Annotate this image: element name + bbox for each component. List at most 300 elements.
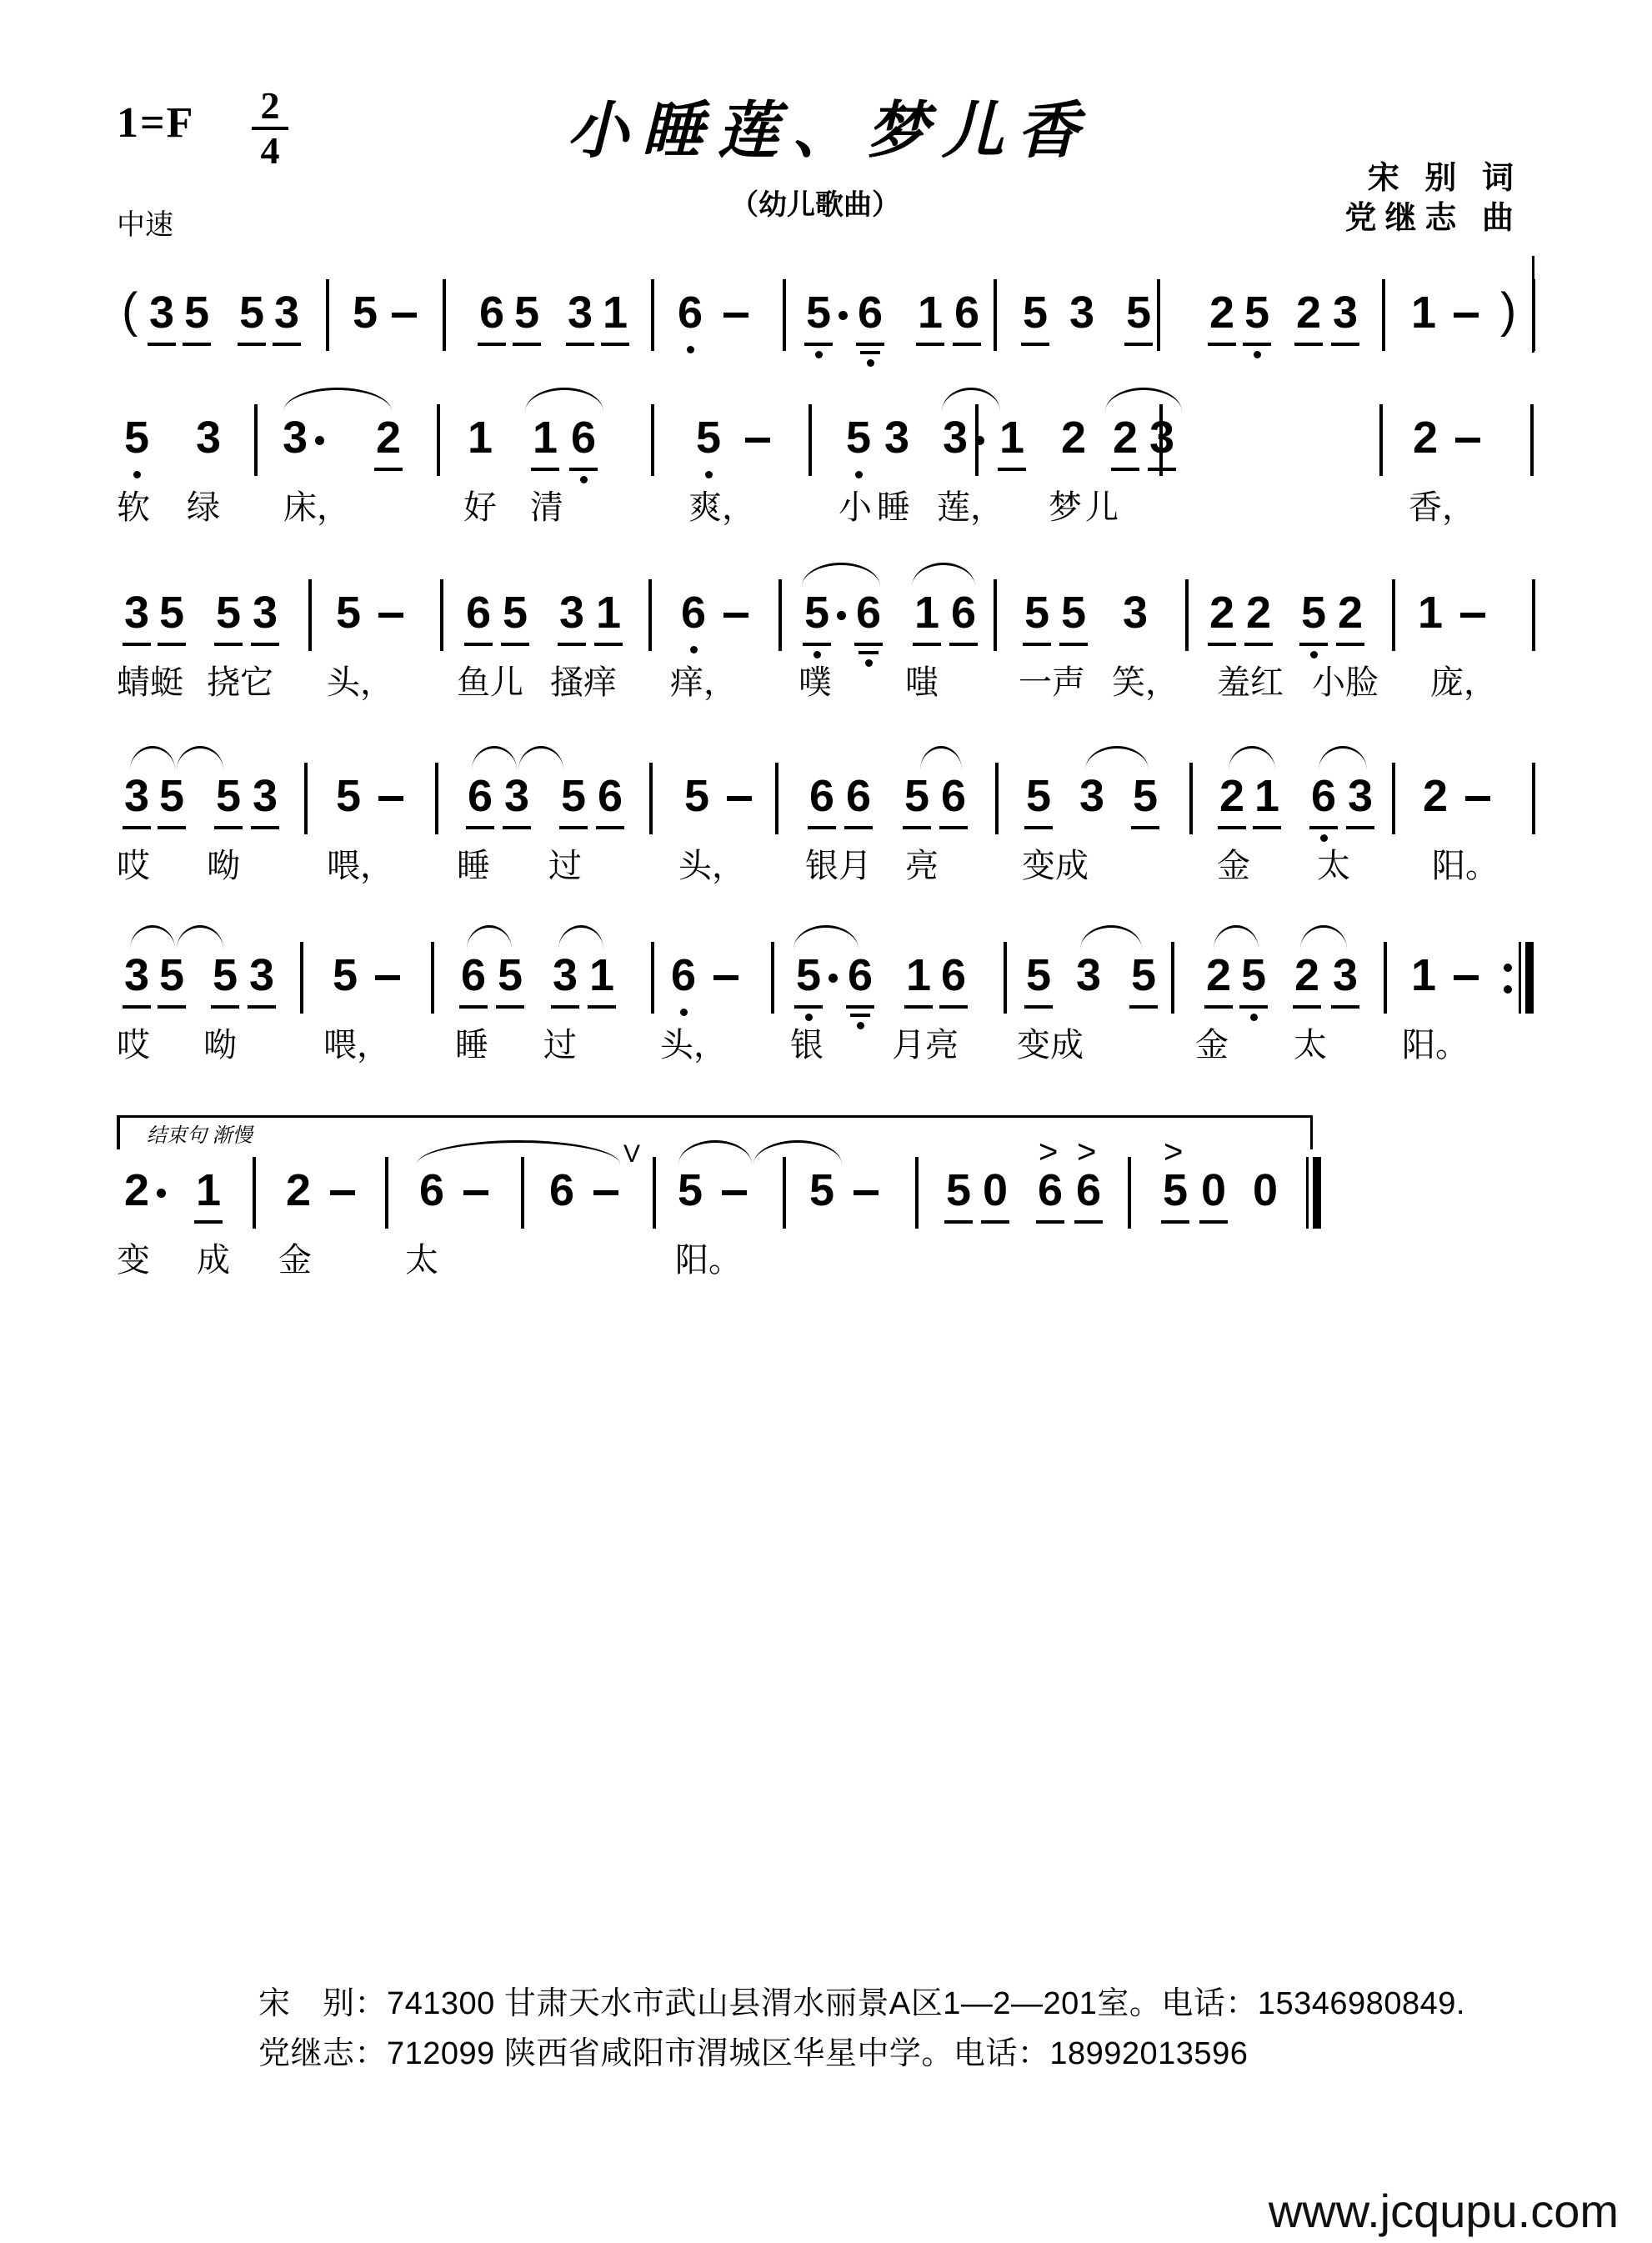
lyricist-credit: 宋 别 词 — [1367, 161, 1522, 196]
note: 3 — [1122, 588, 1149, 638]
barline — [994, 279, 997, 351]
time-signature-denominator: 4 — [260, 129, 280, 172]
footer-contact-composer: 党继志：712099 陕西省咸阳市渭城区华星中学。电话：18992013596 — [258, 2036, 1249, 2071]
low-octave-dot — [1320, 834, 1328, 842]
lyric-syllable: 变成 — [1017, 1027, 1084, 1064]
note: 0 — [1197, 1165, 1230, 1215]
final-thick-barline — [1313, 1157, 1321, 1229]
note: 1 — [528, 413, 562, 463]
slur — [177, 746, 223, 770]
note: 2 — [1422, 771, 1449, 821]
barline — [437, 404, 440, 476]
watermark-link[interactable]: www.jcqupu.com — [1268, 2185, 1619, 2237]
augmentation-dot — [157, 1189, 166, 1198]
underline-beam — [803, 643, 831, 646]
barline — [1185, 579, 1189, 651]
underline-beam — [916, 343, 944, 346]
underline-beam — [1331, 343, 1359, 346]
note: 5 — [1297, 588, 1330, 638]
underline-beam — [496, 1005, 524, 1009]
barline — [783, 279, 786, 351]
underline-beam — [1331, 1005, 1359, 1009]
lyric-syllable: 鱼儿 — [457, 664, 523, 701]
dash-extension — [722, 1190, 747, 1195]
note: 3 — [548, 950, 582, 1000]
note: 6 — [842, 771, 875, 821]
slur — [942, 388, 1000, 412]
barline — [326, 279, 329, 351]
barline — [1392, 579, 1395, 651]
underline-beam — [1024, 826, 1053, 829]
underline-beam — [1036, 1220, 1064, 1224]
underline-beam — [1346, 826, 1374, 829]
underline-beam — [1074, 1220, 1103, 1224]
note: 5 — [335, 588, 362, 638]
note: 5 — [235, 288, 268, 338]
lyric-syllable: 过 — [548, 848, 582, 884]
underline-beam — [1131, 826, 1159, 829]
underline-beam — [981, 1220, 1009, 1224]
low-octave-dot — [813, 651, 821, 658]
note: 1 — [902, 950, 935, 1000]
note: 6 — [475, 288, 508, 338]
double-underline-beam — [850, 1014, 870, 1017]
dash-extension — [745, 438, 770, 443]
barline — [435, 763, 438, 834]
lyric-syllable: 头， — [660, 1027, 727, 1064]
dash-extension — [1465, 796, 1490, 801]
time-signature — [252, 84, 288, 172]
accent-mark: > — [1164, 1134, 1184, 1170]
low-octave-dot — [687, 346, 694, 353]
note: 6 — [852, 588, 885, 638]
slur — [1319, 746, 1367, 770]
underline-beam — [854, 643, 883, 646]
note: 6 > — [1034, 1165, 1067, 1215]
barline — [1384, 942, 1387, 1014]
note: 6 > — [1072, 1165, 1105, 1215]
note: 3 — [1079, 771, 1105, 821]
note: 3 — [1329, 950, 1362, 1000]
underline-beam — [374, 468, 403, 471]
dash-extension — [1454, 313, 1479, 318]
note: 5 — [493, 950, 527, 1000]
note: 1 — [1410, 288, 1437, 338]
underline-beam — [513, 343, 541, 346]
underline-beam — [1023, 643, 1051, 646]
barline — [253, 1157, 256, 1229]
note: 5 — [942, 1165, 975, 1215]
slur — [1080, 925, 1142, 949]
underline-beam — [601, 343, 629, 346]
underline-beam — [459, 1005, 488, 1009]
low-octave-dot — [133, 471, 141, 478]
underline-beam — [1204, 1005, 1233, 1009]
lyric-syllable: 太 — [405, 1242, 438, 1279]
note: 5 — [155, 588, 188, 638]
underline-beam — [856, 343, 884, 346]
accent-mark: > — [1077, 1134, 1097, 1170]
lyric-syllable: 睡 — [457, 848, 490, 884]
note: 3 — [282, 413, 308, 463]
slur — [130, 746, 175, 770]
lyric-syllable: 月亮 — [892, 1027, 959, 1064]
note: 5 — [180, 288, 213, 338]
note: 6 — [593, 771, 627, 821]
augmentation-dot — [839, 311, 848, 320]
barline — [649, 763, 653, 834]
lyric-syllable: 金 — [278, 1242, 312, 1279]
underline-beam — [953, 343, 981, 346]
barline — [651, 942, 654, 1014]
underline-beam — [588, 1005, 616, 1009]
note: 6 — [418, 1165, 445, 1215]
note: 1 — [585, 950, 618, 1000]
note: 6 — [457, 950, 490, 1000]
lyric-syllable: 银月 — [805, 848, 872, 884]
underline-beam — [214, 643, 243, 646]
song-subtitle: （幼儿歌曲） — [730, 189, 900, 221]
dash-extension — [713, 975, 738, 980]
barline — [994, 579, 997, 651]
slur — [518, 746, 563, 770]
underline-beam — [1129, 1005, 1158, 1009]
lyric-syllable: 哎 — [117, 1027, 150, 1064]
note: 3 — [1329, 288, 1362, 338]
underline-beam — [794, 1005, 823, 1009]
underline-beam — [1336, 643, 1364, 646]
note: 1 — [192, 1165, 225, 1215]
footer-contact-lyricist: 宋 别：741300 甘肃天水市武山县渭水丽景A区1—2—201室。电话：15346980849. — [258, 1986, 1465, 2021]
underline-beam — [949, 643, 978, 646]
low-octave-dot — [865, 659, 873, 667]
lyric-syllable: 喂， — [323, 1027, 390, 1064]
lyric-syllable: 金 — [1217, 848, 1250, 884]
lyric-syllable: 阳。 — [675, 1242, 742, 1279]
augmentation-dot — [837, 611, 846, 620]
underline-beam — [903, 826, 931, 829]
slur — [1085, 746, 1149, 770]
underline-beam — [904, 1005, 933, 1009]
note: 5 — [498, 588, 532, 638]
note: 6 — [667, 950, 700, 1000]
note: 3 — [120, 588, 153, 638]
note: 3 — [1344, 771, 1377, 821]
note: 5 — [692, 413, 725, 463]
lyric-syllable: 挠它 — [207, 664, 273, 701]
underline-beam — [158, 826, 186, 829]
underline-beam — [594, 643, 623, 646]
underline-beam — [531, 468, 559, 471]
note: 6 — [854, 288, 887, 338]
low-octave-dot — [705, 471, 713, 478]
lyric-syllable: 嗤 — [905, 664, 939, 701]
underline-beam — [1199, 1220, 1228, 1224]
note: 3 — [248, 771, 282, 821]
note: 1 — [1410, 950, 1437, 1000]
barline — [1392, 763, 1395, 834]
lyric-syllable: 绿 — [187, 489, 220, 526]
repeat-dot — [1504, 964, 1512, 972]
dash-extension — [1455, 438, 1480, 443]
underline-beam — [846, 1005, 874, 1009]
dash-extension — [378, 613, 403, 618]
note: 5 — [802, 288, 835, 338]
underline-beam — [1309, 826, 1338, 829]
note: 3 — [270, 288, 303, 338]
barline — [775, 763, 778, 834]
lyric-syllable: 好 — [463, 489, 497, 526]
note: 5 — [155, 950, 188, 1000]
low-octave-dot — [1250, 1014, 1258, 1021]
barline — [653, 1157, 656, 1229]
note: 5 — [332, 950, 358, 1000]
underline-beam — [158, 643, 186, 646]
lyric-syllable: 阳。 — [1402, 1027, 1469, 1064]
lyric-syllable: 小 — [839, 489, 872, 526]
lyric-syllable: 儿 — [1085, 489, 1119, 526]
note: 1 — [598, 288, 632, 338]
slur — [467, 925, 512, 949]
lyric-syllable: 香， — [1409, 489, 1475, 526]
underline-beam — [158, 1005, 186, 1009]
note: 3 — [245, 950, 278, 1000]
lyric-syllable: 一声 — [1019, 664, 1085, 701]
note: 3 — [942, 413, 969, 463]
underline-beam — [558, 643, 586, 646]
dash-extension — [1460, 613, 1485, 618]
note: 5 — [808, 1165, 835, 1215]
lyric-syllable: 亮 — [905, 848, 939, 884]
note: 2 — [1202, 950, 1235, 1000]
barline — [1532, 763, 1535, 834]
underline-beam — [804, 343, 833, 346]
underline-beam — [939, 826, 968, 829]
note: 5 — [1122, 288, 1155, 338]
lyric-syllable: 睡 — [455, 1027, 488, 1064]
lyric-syllable: 成 — [197, 1242, 230, 1279]
note: 2 — [1412, 413, 1439, 463]
slur — [283, 388, 392, 412]
dash-extension — [375, 975, 400, 980]
slur — [1229, 746, 1275, 770]
slur — [525, 388, 603, 412]
lyric-syllable: 呦 — [203, 1027, 237, 1064]
final-thin-barline — [1306, 1157, 1309, 1229]
lyric-syllable: 莲， — [937, 489, 1004, 526]
note: 5 — [1020, 588, 1054, 638]
note: 2 — [372, 413, 405, 463]
lyric-syllable: 庞， — [1430, 664, 1497, 701]
underline-beam — [569, 468, 598, 471]
lyric-syllable: 阳。 — [1432, 848, 1499, 884]
lyric-syllable: 变 — [117, 1242, 150, 1279]
note: 3 — [120, 771, 153, 821]
underline-beam — [944, 1220, 973, 1224]
barline — [440, 579, 443, 651]
barline — [431, 942, 434, 1014]
note: 3 — [248, 588, 282, 638]
underline-beam — [123, 826, 151, 829]
slur — [920, 746, 962, 770]
barline — [808, 404, 812, 476]
note: 5 — [120, 413, 153, 463]
lyric-syllable: 金 — [1195, 1027, 1229, 1064]
note: 5 — [1237, 950, 1270, 1000]
underline-beam — [238, 343, 266, 346]
composer-credit: 党继志 曲 — [1344, 201, 1522, 236]
lyric-syllable: 笑， — [1112, 664, 1179, 701]
repeat-thick-barline — [1525, 942, 1534, 1014]
note: 5 — [1057, 588, 1090, 638]
note: 5 — [842, 413, 875, 463]
slur — [793, 925, 859, 949]
barline — [521, 1157, 524, 1229]
close-paren: ) — [1500, 283, 1517, 338]
note: 3 — [884, 413, 910, 463]
note: 5 — [1129, 771, 1162, 821]
low-octave-dot — [680, 1009, 688, 1016]
underline-beam — [1244, 643, 1273, 646]
underline-beam — [183, 343, 211, 346]
lyric-syllable: 呦 — [207, 848, 240, 884]
dash-extension — [463, 1190, 488, 1195]
note: 5 — [335, 771, 362, 821]
barline — [254, 404, 258, 476]
lyric-syllable: 变成 — [1022, 848, 1089, 884]
double-underline-beam — [860, 351, 880, 354]
note: 5 > — [1159, 1165, 1192, 1215]
note: 5 — [792, 950, 825, 1000]
note: 0 — [979, 1165, 1012, 1215]
lyric-syllable: 喂， — [327, 848, 393, 884]
underline-beam — [273, 343, 301, 346]
dash-extension — [854, 1190, 879, 1195]
note: 6 — [548, 1165, 575, 1215]
low-octave-dot — [867, 359, 874, 367]
lyric-syllable: 头， — [678, 848, 745, 884]
underline-beam — [913, 643, 941, 646]
low-octave-dot — [1310, 651, 1318, 658]
note: 6 — [937, 771, 970, 821]
dash-extension — [723, 313, 748, 318]
low-octave-dot — [580, 476, 588, 483]
note: 2 — [1215, 771, 1249, 821]
dash-extension — [330, 1190, 355, 1195]
underline-beam — [808, 826, 836, 829]
lyric-syllable: 太 — [1317, 848, 1350, 884]
underline-beam — [464, 643, 493, 646]
note: 1 — [910, 588, 944, 638]
underline-beam — [939, 1005, 968, 1009]
barline — [1171, 942, 1174, 1014]
lyric-syllable: 蜻蜓 — [117, 664, 183, 701]
dash-extension — [392, 313, 417, 318]
barline — [1189, 763, 1193, 834]
underline-beam — [1059, 643, 1088, 646]
barline — [995, 763, 999, 834]
slur — [558, 925, 603, 949]
underline-beam — [478, 343, 506, 346]
barline — [915, 1157, 919, 1229]
underline-beam — [123, 643, 151, 646]
barline — [1530, 404, 1534, 476]
note: 3 — [1145, 413, 1179, 463]
underline-beam — [1253, 826, 1281, 829]
slur — [177, 925, 223, 949]
barline — [1128, 1157, 1131, 1229]
repeat-dot — [1504, 985, 1512, 994]
note: 1 — [995, 413, 1029, 463]
note: 5 — [208, 950, 242, 1000]
note: 0 — [1252, 1165, 1279, 1215]
underline-beam — [123, 1005, 151, 1009]
open-paren: ( — [122, 283, 138, 338]
underline-beam — [466, 826, 494, 829]
song-title: 小睡莲、梦儿香 — [567, 95, 1092, 167]
underline-beam — [248, 1005, 276, 1009]
underline-beam — [596, 826, 624, 829]
lyric-syllable: 梦 — [1049, 489, 1082, 526]
note: 1 — [467, 413, 493, 463]
barline — [651, 404, 654, 476]
underline-beam — [1021, 343, 1049, 346]
note: 6 — [673, 288, 707, 338]
note: 2 — [285, 1165, 312, 1215]
barline — [385, 1157, 388, 1229]
note: 5 — [1022, 950, 1055, 1000]
note: 2 — [123, 1165, 150, 1215]
ending-bracket-label: 结束句 渐慢 — [147, 1124, 253, 1147]
barline — [304, 763, 308, 834]
note: 2 — [1290, 950, 1324, 1000]
note: 2 — [1334, 588, 1367, 638]
note: 5 — [557, 771, 590, 821]
low-octave-dot — [805, 1014, 813, 1021]
underline-beam — [1293, 1005, 1321, 1009]
barline — [771, 942, 774, 1014]
note: 5 — [800, 588, 834, 638]
repeat-thin-barline — [1519, 942, 1521, 1014]
note: 6 — [937, 950, 970, 1000]
dash-extension — [378, 796, 403, 801]
note: 5 — [155, 771, 188, 821]
lyric-syllable: 小脸 — [1312, 664, 1379, 701]
tempo-marking: 中速 — [117, 209, 173, 241]
note: 6 — [567, 413, 600, 463]
underline-beam — [1239, 1005, 1268, 1009]
key-signature: 1=F — [117, 99, 195, 147]
note: 3 — [555, 588, 588, 638]
underline-beam — [251, 643, 279, 646]
note: 5 — [212, 588, 245, 638]
augmentation-dot — [829, 974, 838, 983]
note: 5 — [352, 288, 378, 338]
time-signature-numerator: 2 — [252, 87, 288, 130]
dash-extension — [727, 796, 752, 801]
note: 6 — [677, 588, 710, 638]
note: 3 — [1075, 950, 1102, 1000]
note: 5 — [1240, 288, 1274, 338]
underline-beam — [1243, 343, 1271, 346]
note: 2 — [1205, 588, 1239, 638]
lyric-syllable: 噗 — [798, 664, 832, 701]
note: 1 — [592, 588, 625, 638]
accent-mark: > — [1039, 1134, 1059, 1170]
note: 5 — [683, 771, 710, 821]
underline-beam — [1124, 343, 1153, 346]
underline-beam — [1161, 1220, 1189, 1224]
